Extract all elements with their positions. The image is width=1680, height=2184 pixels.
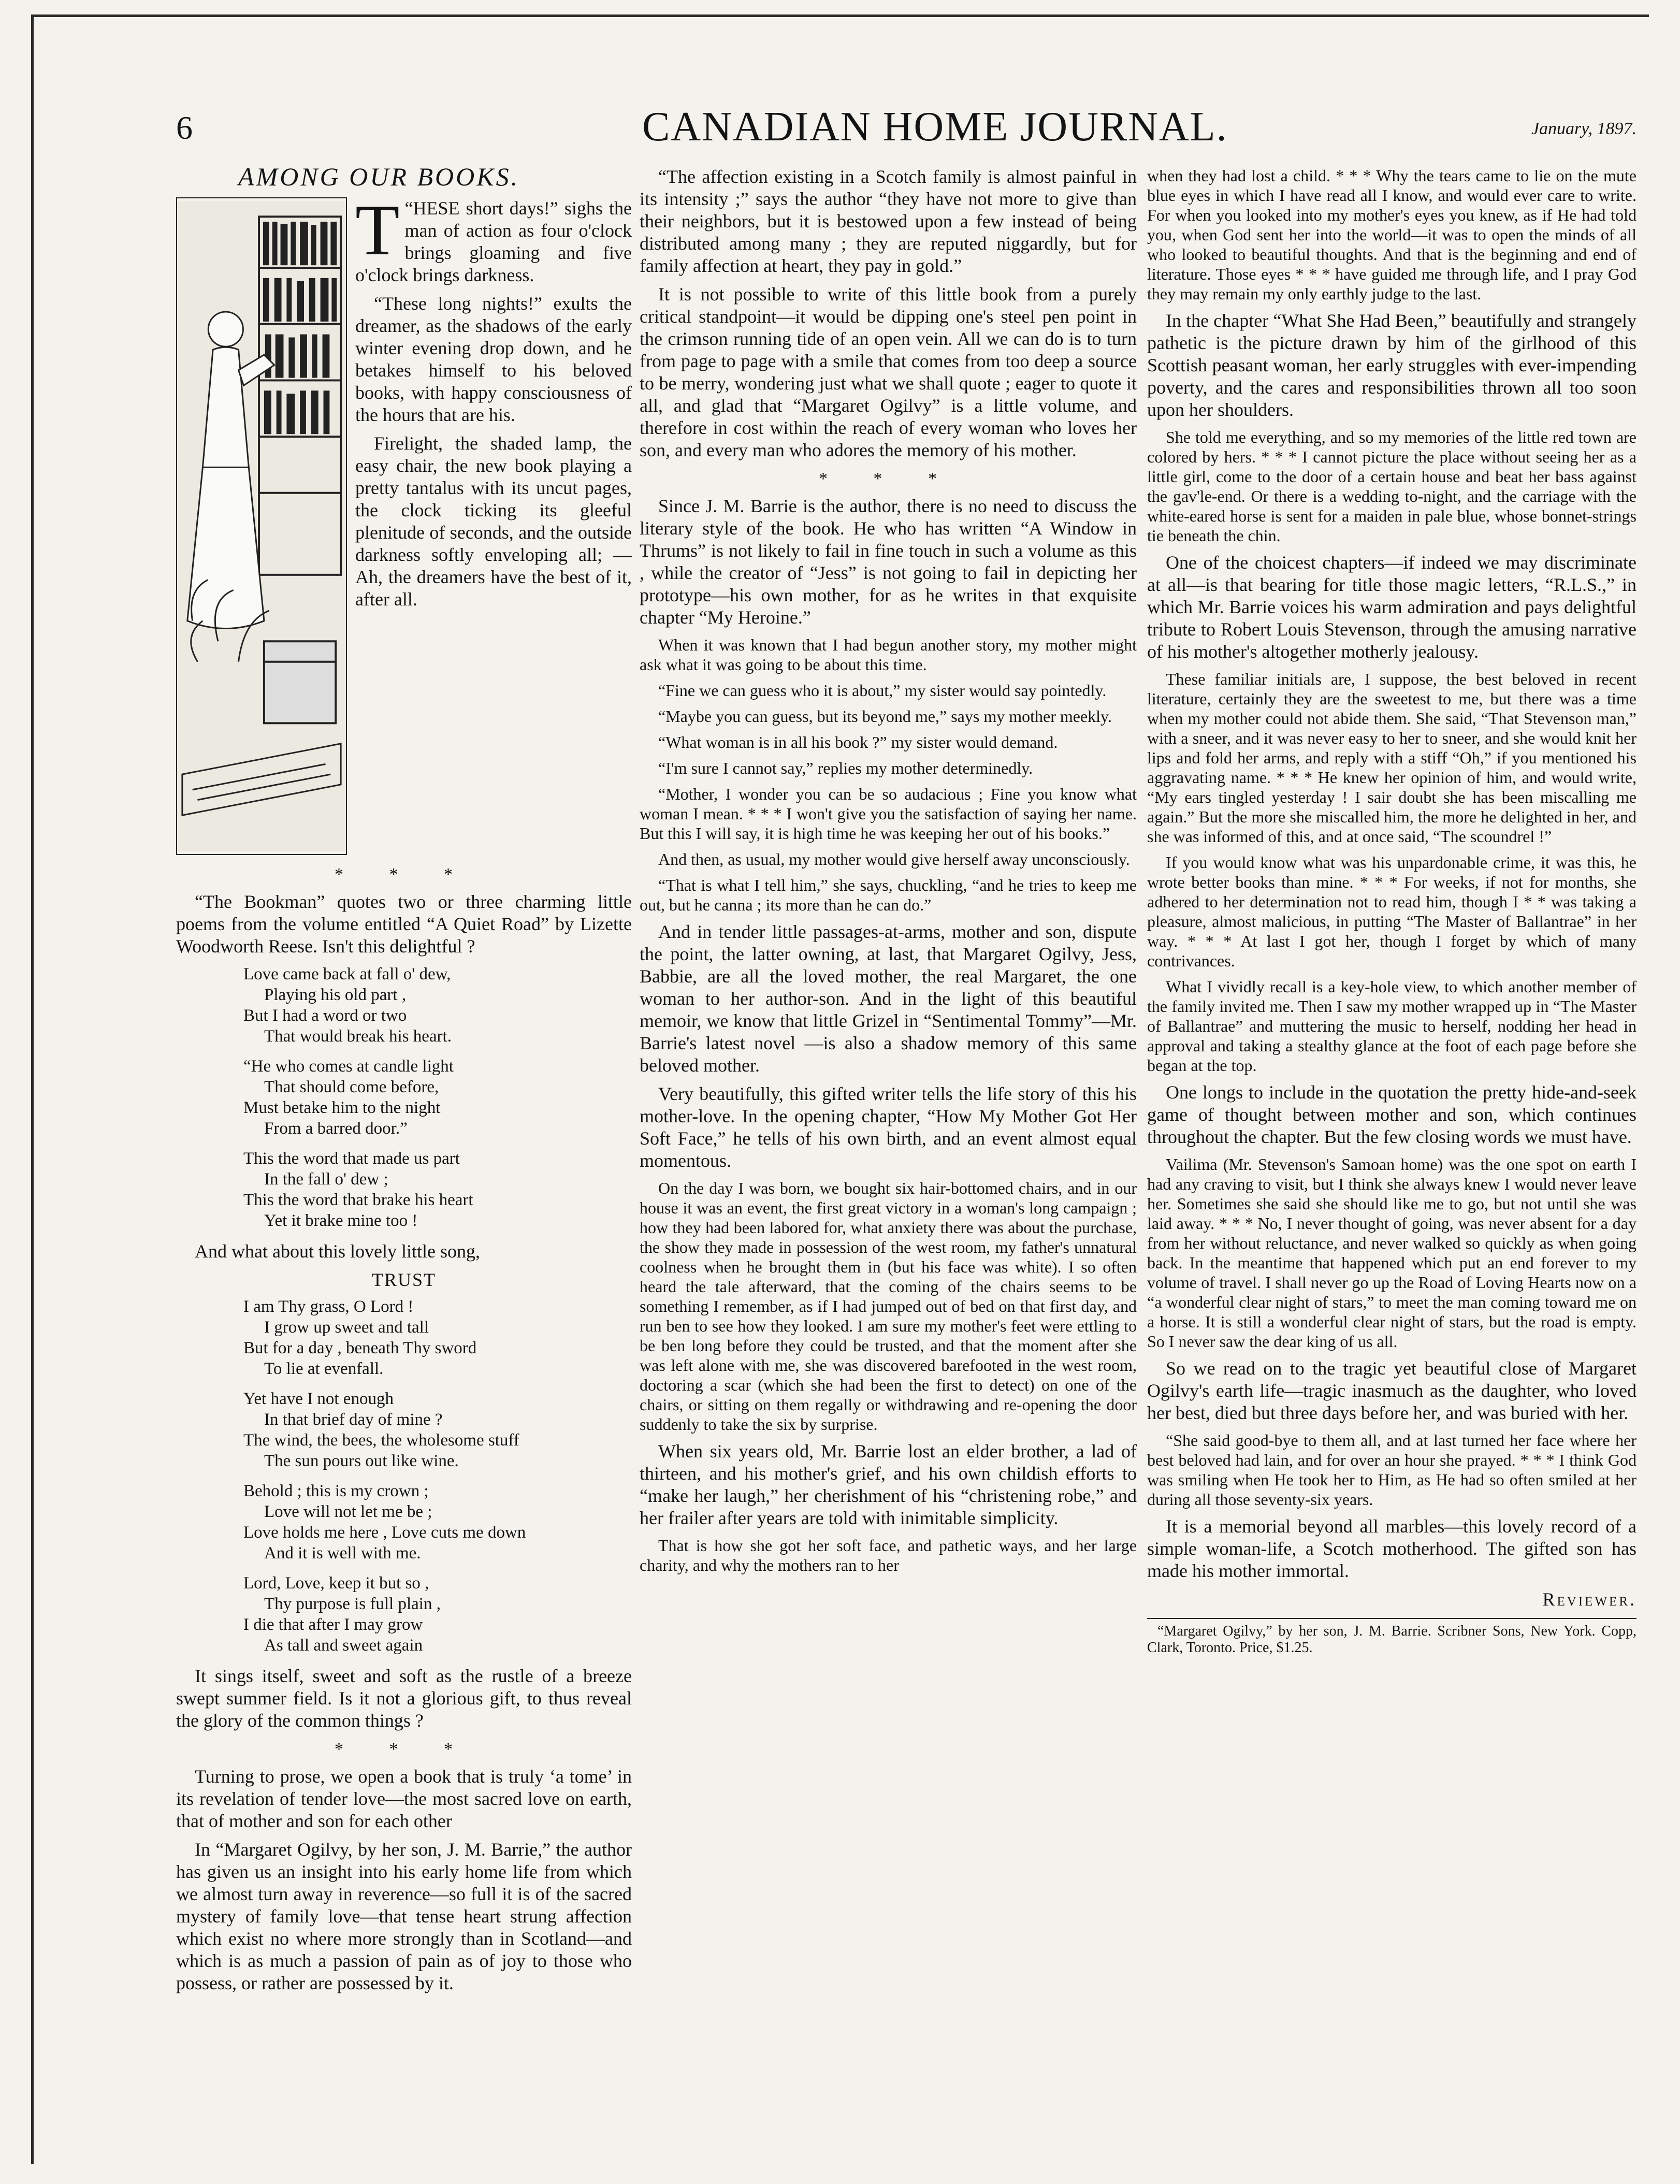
dropcap-letter: T (355, 190, 400, 270)
poem-line: That would break his heart. (264, 1027, 452, 1046)
poem-line: I am Thy grass, O Lord ! (243, 1297, 414, 1316)
poem-line: Love holds me here , Love cuts me down (243, 1523, 526, 1542)
page-number: 6 (176, 109, 193, 146)
paragraph: Since J. M. Barrie is the author, there is no need to discuss the literary style of the book. He who has written “A Window in Thrums” is not likely to fail in fine touch in such a volume as this , while the creator of “Jess” is not going to fail in depicting her prototype—his own mother, for as he writes in that exquisite chapter “My Heroine.” (640, 496, 1137, 628)
quote-paragraph: If you would know what was his unpardonable crime, it was this, he wrote better books than mine. * * * For weeks, if not for months, she adhered to her determination not to read him, though I * * was taking a pleasure, almost malicious, in putting “The Master of Ballantrae” in her way. * * * At last I got her, though I forget by which of many contrivances. (1147, 853, 1636, 970)
quote-paragraph: Vailima (Mr. Stevenson's Samoan home) was the one spot on earth I had any craving to visit, but I think she always knew I would never leave her. Sometimes she said she should like me to go, but not until she was laid away. * * * No, I never thought of going, was never absent for a day from her without reluctance, and never walked so quickly as when going back. In the meantime that happened which put an end forever to my volume of travel. I shall never go up the Road of Loving Hearts now on a “a wonderful clear night of stars,” to meet the man coming toward me on a horse. It is still a wonderful clear night of stars, but the road is empty. So I never saw the dear king of us all. (1147, 1155, 1636, 1351)
quote-paragraph: When it was known that I had begun another story, my mother might ask what it was going to be about this time. (640, 635, 1137, 674)
paragraph: It is a memorial beyond all marbles—this lovely record of a simple woman-life, a Scotch motherhood. The gifted son has made his mother immortal. (1147, 1516, 1636, 1581)
paragraph: “The affection existing in a Scotch family is almost painful in its intensity ;” says the author “they have not more to give than their neighbors, but it is bestowed upon a few instead of being distributed among many ; they are reputed niggardly, but for family affection at heart, they pay in gold.” (640, 166, 1137, 276)
poem-line: From a barred door.” (264, 1119, 408, 1138)
quote-paragraph: “I'm sure I cannot say,” replies my mother determinedly. (658, 759, 1033, 777)
poem-line: Love came back at fall o' dew, (243, 965, 451, 983)
paragraph: “The Bookman” quotes two or three charming little poems from the volume entitled “A Quiet Road” by Lizette Woodworth Reese. Isn't this delightful ? (176, 891, 632, 957)
poem-title: TRUST (371, 1269, 436, 1290)
issue-date: January, 1897. (1531, 119, 1636, 138)
poem-line: I grow up sweet and tall (264, 1318, 429, 1337)
poem-stanza (176, 1481, 632, 1564)
section-title: AMONG OUR BOOKS. (238, 162, 520, 191)
book-footnote: “Margaret Ogilvy,” by her son, J. M. Barrie. Scribner Sons, New York. Copp, Clark, Toronto. Price, $1.25. (1147, 1618, 1636, 1656)
paragraph: So we read on to the tragic yet beautiful close of Margaret Ogilvy's earth life—tragic inasmuch as the daughter, who loved her best, died but three days before her, and was buried with her. (1147, 1358, 1636, 1423)
poem-line: Yet it brake mine too ! (264, 1211, 418, 1230)
quote-paragraph: “What woman is in all his book ?” my sister would demand. (658, 733, 1058, 751)
poem-line: And it is well with me. (264, 1544, 421, 1563)
quote-paragraph: “Mother, I wonder you can be so audacious ; Fine you know what woman I mean. * * * I won't give you the satisfaction of saying her name. But this I will say, it is high time he was keeping her out of his books.” (640, 785, 1137, 843)
paragraph: And what about this lovely little song, (195, 1241, 480, 1262)
poem-line: The wind, the bees, the wholesome stuff (243, 1431, 519, 1450)
poem-line: This the word that brake his heart (243, 1191, 473, 1209)
poem-line: Yet have I not enough (243, 1390, 394, 1408)
reviewer-signature: Reviewer. (1542, 1589, 1636, 1610)
page-header (176, 104, 1636, 166)
quote-paragraph: “Maybe you can guess, but its beyond me,” says my mother meekly. (658, 707, 1112, 726)
poem-stanza (176, 1056, 632, 1139)
poem-trust (176, 1296, 632, 1656)
section-separator: * * * (335, 865, 473, 884)
column-3 (1147, 166, 1636, 1656)
quote-paragraph: These familiar initials are, I suppose, the best beloved in recent literature, certainly they are the sweetest to me, but there was a time when my mother could not abide them. She said, “That Stevenson man,” with a sneer, and it was never easy to her to sneer, and she would knit her lips and fold her arms, and reply with a stiff “Oh,” if you mentioned his aggravating name. * * * He knew her opinion of him, and would write, “My ears tingled yesterday ! I sair doubt she has been miscalling me again.” But the more she miscalled him, the more he delighted in her, and she was informed of this, and at once said, “The scoundrel !” (1147, 670, 1636, 846)
section-separator: * * * (335, 1740, 473, 1759)
page-border-top (31, 15, 1649, 20)
poem-stanza (176, 1573, 632, 1656)
poem-line: That should come before, (264, 1078, 439, 1096)
poem-line: But for a day , beneath Thy sword (243, 1339, 477, 1357)
poem-line: Behold ; this is my crown ; (243, 1482, 429, 1500)
quote-paragraph: “She said good-bye to them all, and at last turned her face where her best beloved had lain, and for over an hour she prayed. * * * I think God was smiling when He took her to Him, as He had so often smiled at her during all those seventy-six years. (1147, 1431, 1636, 1509)
poem-line: To lie at evenfall. (264, 1359, 384, 1378)
quote-paragraph: “Fine we can guess who it is about,” my sister would say pointedly. (658, 681, 1107, 700)
paragraph: Turning to prose, we open a book that is truly ‘a tome’ in its revelation of tender love—the most sacred love on earth, that of mother and son for each other (176, 1766, 632, 1831)
journal-title: CANADIAN HOME JOURNAL. (642, 104, 1228, 150)
poem-line: I die that after I may grow (243, 1615, 423, 1634)
quote-paragraph: And then, as usual, my mother would give herself away unconsciously. (658, 850, 1130, 869)
paragraph: One longs to include in the quotation the pretty hide-and-seek game of thought between mother and son, which continues throughout the chapter. But the few closing words we must have. (1147, 1082, 1636, 1147)
paragraph: It is not possible to write of this little book from a purely critical standpoint—it would be dipping one's steel pen point in the crimson running tide of an open vein. All we can do is to turn from page to page with a smile that comes from too deep a source to be merry, wondering just what we shall quote ; eager to quote it all, and glad that “Margaret Ogilvy” is a little volume, and therefore in cost within the reach of every woman who loves her son, and every man who adores the memory of his mother. (640, 284, 1137, 460)
poem-stanza (176, 964, 632, 1047)
paragraph: When six years old, Mr. Barrie lost an elder brother, a lad of thirteen, and his mother's grief, and his own childish efforts to “make her laugh,” her cherishment of his “christening robe,” and her frailer after years are told with inimitable simplicity. (640, 1441, 1137, 1528)
poem-line: “He who comes at candle light (243, 1057, 454, 1076)
poem-line: As tall and sweet again (264, 1636, 423, 1655)
paragraph: And in tender little passages-at-arms, mother and son, dispute the point, the latter owning, at last, that Margaret Ogilvy, Jess, Babbie, are all the loved mother, the real Margaret, the one woman to her author-son. And in the light of this beautiful memoir, we know that little Grizel in “Sentimental Tommy”—Mr. Barrie's latest novel —is also a shadow memory of this same beloved mother. (640, 921, 1137, 1076)
poem-line: Playing his old part , (264, 986, 407, 1004)
poem-a-quiet-road (176, 964, 632, 1231)
quote-paragraph: What I vividly recall is a key-hole view, to which another member of the family invited me. Then I saw my mother wrapped up in “The Master of Ballantrae” and muttering the music to herself, nodding her head in approval and taking a stealthy glance at the foot of each page before she began at the top. (1147, 977, 1636, 1075)
poem-stanza (176, 1296, 632, 1379)
poem-line: In the fall o' dew ; (264, 1170, 388, 1189)
illustration-drawing (177, 198, 346, 854)
quote-paragraph: She told me everything, and so my memories of the little red town are colored by hers. * * * I cannot picture the place without seeing her as a little girl, come to the door of a certain house and beat her bass against the gav'le-end. Or there is a wedding to-night, and the carriage with the white-eared horse is sent for a maiden in pale blue, whose bonnet-strings tie beneath the chin. (1147, 428, 1636, 545)
poem-stanza (176, 1388, 632, 1471)
quote-paragraph: “That is what I tell him,” she says, chuckling, “and he tries to keep me out, but he canna ; its more than he can do.” (640, 876, 1137, 914)
column-2 (640, 166, 1137, 1581)
quote-paragraph: when they had lost a child. * * * Why the tears came to lie on the mute blue eyes in which I have read all I know, and would ever care to write. For when you looked into my mother's eyes you knew, as if He had told you, when God sent her into the world—it was to open the minds of all who looked to beautiful thoughts. And that is the beginning and end of literature. Those eyes * * * have guided me through life, and I pray God they may remain my only earthly judge to the last. (1147, 166, 1636, 303)
paragraph: In the chapter “What She Had Been,” beautifully and strangely pathetic is the picture drawn by him of the girlhood of this Scottish peasant woman, her early struggles with ever-impending poverty, and the cares and responsibilities thrown all too soon upon her shoulders. (1147, 310, 1636, 420)
poem-line: Must betake him to the night (243, 1098, 441, 1117)
poem-line: Thy purpose is full plain , (264, 1595, 441, 1613)
paragraph: “These long nights!” exults the dreamer, as the shadows of the early winter evening drop down, and he betakes himself to his beloved books, with happy consciousness of the hours that are his. (355, 293, 632, 425)
poem-line: This the word that made us part (243, 1149, 460, 1168)
poem-stanza (176, 1148, 632, 1231)
page-border-left (31, 15, 34, 2164)
section-separator: * * * (819, 469, 958, 488)
poem-line: Lord, Love, keep it but so , (243, 1574, 429, 1593)
quote-paragraph: On the day I was born, we bought six hair-bottomed chairs, and in our house it was an event, the first great victory in a woman's long campaign ; how they had been labored for, what anxiety there was about the purchase, the show they made in possession of the west room, my father's unnatural coolness when he brought them in (but his face was white). I so often heard the tale afterward, that the coming of the chairs seems to be something I remember, as if I had jumped out of bed on that first day, and run ben to see how they looked. I am sure my mother's feet were ettling to be ben long before they could be trusted, and that the moment after she was left alone with me, she was discovered barefooted in the west room, doctoring a scar (which she had been the first to detect) on one of the chairs, or sitting on them regally or withdrawing and re-opening the door suddenly to take the six by surprise. (640, 1179, 1137, 1434)
poem-line: The sun pours out like wine. (264, 1452, 459, 1470)
paragraph: It sings itself, sweet and soft as the rustle of a breeze swept summer field. Is it not a glorious gift, to thus reveal the glory of the common things ? (176, 1666, 632, 1731)
paragraph: Firelight, the shaded lamp, the easy chair, the new book playing a pretty tantalus with its uncut pages, the clock ticking its gleeful plenitude of seconds, and the outside darkness softly enveloping all; —Ah, the dreamers have the best of it, after all. (355, 433, 632, 610)
column-1 (176, 162, 632, 2001)
poem-line: Love will not let me be ; (264, 1502, 432, 1521)
paragraph: In “Margaret Ogilvy, by her son, J. M. Barrie,” the author has given us an insight into his early home life from which we almost turn away in reverence—so full it is of the sacred mystery of family love—that tense heart strung affection which exist no where more strongly than in Scotland—and which is as much a passion of pain as of joy to those who possess, or rather are possessed by it. (176, 1839, 632, 1993)
poem-line: But I had a word or two (243, 1006, 407, 1025)
woman-reading-illustration (176, 197, 347, 855)
paragraph: Very beautifully, this gifted writer tells the life story of this his mother-love. In the opening chapter, “How My Mother Got Her Soft Face,” he tells of his own birth, and an event almost equal momentous. (640, 1083, 1137, 1171)
paragraph: “HESE short days!” sighs the man of action as four o'clock brings gloaming and five o'clock brings darkness. (355, 198, 632, 285)
paragraph: One of the choicest chapters—if indeed we may discriminate at all—is that bearing for title those magic letters, “R.L.S.,” in which Mr. Barrie voices his warm admiration and pays delightful tribute to Robert Louis Stevenson, through the amusing narrative of his mother's altogether motherly jealousy. (1147, 552, 1636, 662)
poem-line: In that brief day of mine ? (264, 1410, 443, 1429)
quote-paragraph: That is how she got her soft face, and pathetic ways, and her large charity, and why the mothers ran to her (640, 1536, 1137, 1574)
